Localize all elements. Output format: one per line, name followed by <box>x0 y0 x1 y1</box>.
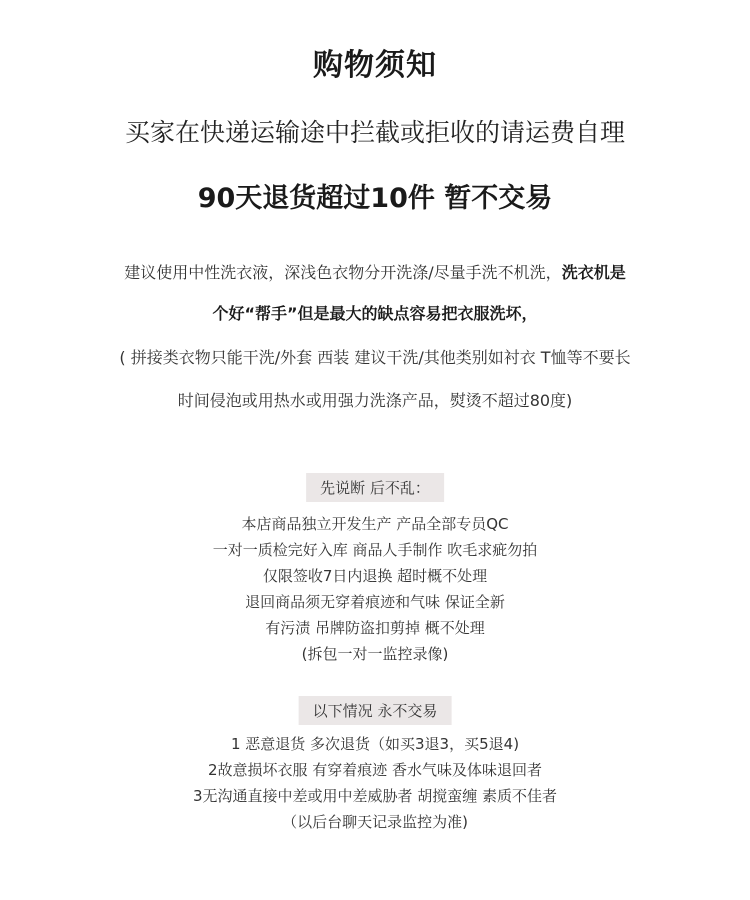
care-paragraph-line-4: 时间侵泡或用热水或用强力洗涤产品，熨烫不超过80度) <box>177 391 573 410</box>
list-item: 一对一质检完好入库 商品人手制作 吹毛求疵勿拍 <box>212 541 538 559</box>
terms-list <box>0 511 750 667</box>
care-paragraph-line-3: ( 拼接类衣物只能干洗/外套 西装 建议干洗/其他类别如衬衣 T恤等不要长 <box>119 348 631 367</box>
care-text-normal: 建议使用中性洗衣液，深浅色衣物分开洗涤/尽量手洗不机洗， <box>124 263 562 282</box>
list-item: 2故意损坏衣服 有穿着痕迹 香水气味及体味退回者 <box>207 761 543 779</box>
list-item: 1 恶意退货 多次退货（如买3退3，买5退4) <box>230 735 520 753</box>
list-item: 本店商品独立开发生产 产品全部专员QC <box>241 515 509 533</box>
section-label-no-trade: 以下情况 永不交易 <box>299 696 452 725</box>
return-rule-heading: 90天退货超过10件 暂不交易 <box>197 183 553 214</box>
list-item: 退回商品须无穿着痕迹和气味 保证全新 <box>245 593 505 611</box>
list-item: 有污渍 吊牌防盗扣剪掉 概不处理 <box>265 619 485 637</box>
list-item: (拆包一对一监控录像) <box>301 645 449 663</box>
care-paragraph-line-2 <box>0 301 750 324</box>
care-text-emphasis-2: 个好“帮手”但是最大的缺点容易把衣服洗坏， <box>212 304 538 323</box>
page-title: 购物须知 <box>313 48 437 83</box>
care-paragraph-line-1 <box>0 260 750 283</box>
care-text-emphasis: 洗衣机是 <box>561 263 626 282</box>
list-item: 仅限签收7日内退换 超时概不处理 <box>262 567 488 585</box>
section-label-terms: 先说断 后不乱： <box>306 473 444 502</box>
shipping-notice: 买家在快递运输途中拦截或拒收的请运费自理 <box>124 118 625 147</box>
no-trade-list <box>0 731 750 835</box>
list-item: 3无沟通直接中差或用中差威胁者 胡搅蛮缠 素质不佳者 <box>192 787 558 805</box>
list-item: （以后台聊天记录监控为准) <box>282 813 468 831</box>
